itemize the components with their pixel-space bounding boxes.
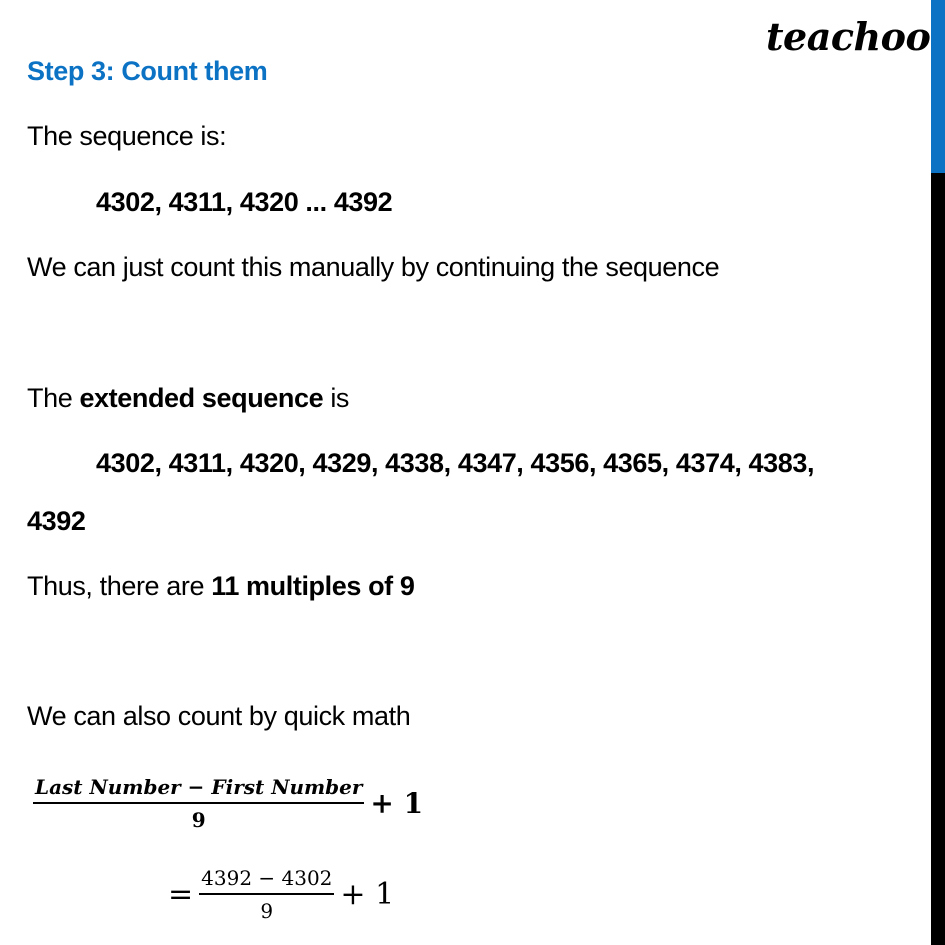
general-denominator: 9 <box>191 808 206 832</box>
conclusion-bold: 11 multiples of 9 <box>211 571 415 601</box>
extended-bold: extended sequence <box>79 383 324 413</box>
extended-values-2: 4392 <box>27 506 86 536</box>
general-fraction <box>33 775 364 832</box>
teachoo-logo: teachoo <box>766 14 931 59</box>
equals-sign: = <box>168 877 194 912</box>
sequence-intro: The sequence is: <box>27 121 227 151</box>
side-bar-accent <box>931 0 945 173</box>
extended-sequence-line1 <box>96 448 814 479</box>
sequence-short-values: 4302, 4311, 4320 ... 4392 <box>96 187 393 217</box>
extended-sequence-line2 <box>27 506 85 537</box>
quick-math-text: We can also count by quick math <box>27 701 411 731</box>
sequence-short <box>96 187 392 218</box>
extended-sequence-intro <box>27 383 349 414</box>
side-bar-dark <box>931 173 945 945</box>
substituted-formula <box>168 866 394 923</box>
manual-count-text: We can just count this manually by continuing the sequence <box>27 252 720 282</box>
substituted-plus-one: + 1 <box>340 877 395 912</box>
extended-suffix: is <box>323 383 350 413</box>
general-numerator: Last Number − First Number <box>33 775 364 804</box>
conclusion-prefix: Thus, there are <box>27 571 212 601</box>
substituted-denominator: 9 <box>260 899 274 923</box>
substituted-numerator: 4392 − 4302 <box>199 866 334 895</box>
extended-values-1: 4302, 4311, 4320, 4329, 4338, 4347, 4356, 4365, 4374, 4383, <box>96 448 815 478</box>
extended-prefix: The <box>27 383 80 413</box>
general-formula <box>33 775 423 832</box>
substituted-fraction <box>199 866 334 923</box>
step-heading: Step 3: Count them <box>27 56 268 86</box>
general-plus-one: + 1 <box>370 787 424 820</box>
conclusion-text <box>27 571 414 602</box>
